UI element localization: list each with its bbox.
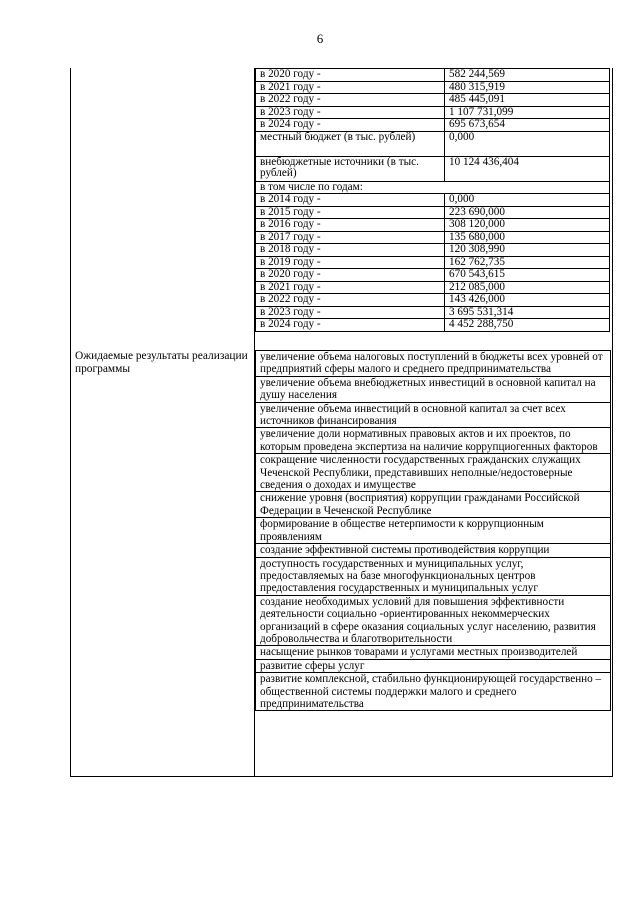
year-value: 212 085,000 bbox=[445, 281, 610, 294]
result-item: формирование в обществе нетерпимости к коррупционным проявлениям bbox=[256, 518, 611, 544]
table-row bbox=[256, 351, 611, 377]
table-row bbox=[256, 269, 610, 282]
table-row bbox=[256, 231, 610, 244]
by-years-label: в том числе по годам: bbox=[256, 181, 610, 194]
result-item: развитие сферы услуг bbox=[256, 659, 611, 672]
year-value: 480 315,919 bbox=[445, 81, 610, 94]
table-row bbox=[256, 306, 610, 319]
extra-sources-value: 10 124 436,404 bbox=[445, 156, 610, 181]
table-row bbox=[256, 557, 611, 595]
table-row bbox=[256, 194, 610, 207]
year-value: 4 452 288,750 bbox=[445, 319, 610, 332]
local-budget-value: 0,000 bbox=[445, 131, 610, 156]
year-label: в 2020 году - bbox=[256, 269, 445, 282]
year-label: в 2021 году - bbox=[256, 281, 445, 294]
table-row bbox=[256, 294, 610, 307]
table-row bbox=[256, 659, 611, 672]
table-row bbox=[256, 281, 610, 294]
year-value: 670 543,615 bbox=[445, 269, 610, 282]
result-item: создание эффективной системы противодействия коррупции bbox=[256, 544, 611, 557]
year-value: 582 244,569 bbox=[445, 69, 610, 82]
year-label: в 2018 году - bbox=[256, 244, 445, 257]
table-row bbox=[256, 595, 611, 646]
result-item: насыщение рынков товарами и услугами местных производителей bbox=[256, 646, 611, 659]
year-value: 308 120,000 bbox=[445, 219, 610, 232]
table-row bbox=[256, 428, 611, 454]
extra-sources-label: внебюджетные источники (в тыс. рублей) bbox=[256, 156, 445, 181]
table-row bbox=[256, 319, 610, 332]
result-item: доступность государственных и муниципальных услуг, предоставляемых на базе многофункциональных центров предоставления государственных и муниципальных услуг bbox=[256, 557, 611, 595]
table-row bbox=[256, 106, 610, 119]
table-row bbox=[256, 69, 610, 82]
table-row bbox=[256, 94, 610, 107]
result-item: развитие комплексной, стабильно функционирующей государственно – общественной системы поддержки малого и среднего предпринимательства bbox=[256, 673, 611, 711]
table-row bbox=[256, 544, 611, 557]
year-value: 120 308,990 bbox=[445, 244, 610, 257]
result-item: увеличение объема внебюджетных инвестиций в основной капитал на душу населения bbox=[256, 376, 611, 402]
year-value: 162 762,735 bbox=[445, 256, 610, 269]
table-row bbox=[256, 181, 610, 194]
year-label: в 2019 году - bbox=[256, 256, 445, 269]
result-item: увеличение доли нормативных правовых актов и их проектов, по которым проведена экспертиза на наличие коррупциогенных факторов bbox=[256, 428, 611, 454]
result-item: увеличение объема инвестиций в основной капитал за счет всех источников финансирования bbox=[256, 402, 611, 428]
year-label: в 2016 году - bbox=[256, 219, 445, 232]
page-number: 6 bbox=[316, 31, 324, 46]
result-item: сокращение численности государственных гражданских служащих Чеченской Республики, представивших неполные/недостоверные сведения о доходах и имуществе bbox=[256, 454, 611, 492]
table-row bbox=[256, 256, 610, 269]
year-label: в 2017 году - bbox=[256, 231, 445, 244]
result-item: увеличение объема налоговых поступлений в бюджеты всех уровней от предприятий сферы малого и среднего предпринимательства bbox=[256, 351, 611, 377]
year-label: в 2020 году - bbox=[256, 69, 445, 82]
table-row bbox=[256, 219, 610, 232]
table-row bbox=[256, 131, 610, 156]
year-value: 695 673,654 bbox=[445, 119, 610, 132]
year-label: в 2023 году - bbox=[256, 306, 445, 319]
year-value: 223 690,000 bbox=[445, 206, 610, 219]
year-value: 143 426,000 bbox=[445, 294, 610, 307]
table-row bbox=[256, 244, 610, 257]
year-label: в 2022 году - bbox=[256, 294, 445, 307]
year-label: в 2015 году - bbox=[256, 206, 445, 219]
table-row bbox=[256, 492, 611, 518]
year-label: в 2021 году - bbox=[256, 81, 445, 94]
year-label: в 2023 году - bbox=[256, 106, 445, 119]
table-row bbox=[256, 119, 610, 132]
table-row bbox=[256, 376, 611, 402]
year-label: в 2024 году - bbox=[256, 319, 445, 332]
local-budget-label: местный бюджет (в тыс. рублей) bbox=[256, 131, 445, 156]
year-value: 1 107 731,099 bbox=[445, 106, 610, 119]
year-label: в 2022 году - bbox=[256, 94, 445, 107]
table-row bbox=[256, 81, 610, 94]
year-value: 3 695 531,314 bbox=[445, 306, 610, 319]
year-value: 0,000 bbox=[445, 194, 610, 207]
expected-results-label: Ожидаемые результаты реализации программы bbox=[75, 350, 248, 375]
result-item: создание необходимых условий для повышения эффективности деятельности социально -ориентированных некоммерческих организаций в сфере оказания социальных услуг населению, развития добровольчества и благотворительности bbox=[256, 595, 611, 646]
table-row bbox=[256, 518, 611, 544]
table-row bbox=[256, 646, 611, 659]
table-row bbox=[256, 156, 610, 181]
year-value: 135 680,000 bbox=[445, 231, 610, 244]
financing-table bbox=[255, 68, 610, 332]
result-item: снижение уровня (восприятия) коррупции гражданами Российской Федерации в Чеченской Республике bbox=[256, 492, 611, 518]
year-value: 485 445,091 bbox=[445, 94, 610, 107]
table-row bbox=[256, 402, 611, 428]
year-label: в 2014 году - bbox=[256, 194, 445, 207]
table-row bbox=[256, 454, 611, 492]
table-row bbox=[256, 206, 610, 219]
results-table bbox=[255, 350, 611, 711]
table-row bbox=[256, 673, 611, 711]
year-label: в 2024 году - bbox=[256, 119, 445, 132]
